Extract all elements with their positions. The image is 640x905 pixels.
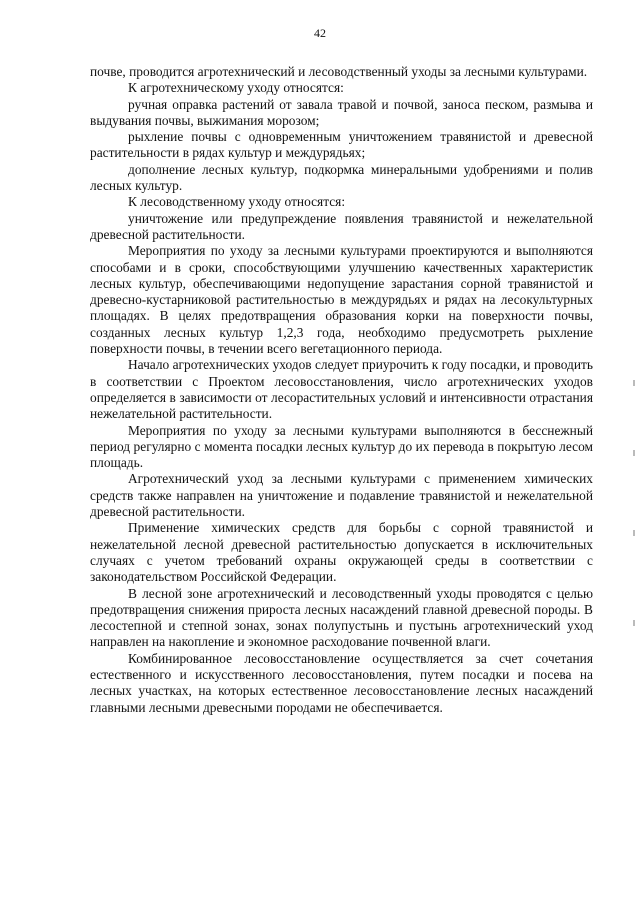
paragraph-agrotech-item-2: рыхление почвы с одновременным уничтожением травянистой и древесной растительности в рядах культур и междурядьях; <box>90 129 593 161</box>
paragraph-chemical-use: Применение химических средств для борьбы с сорной травянистой и нежелательной лесной древесной растительностью допускается в исключительных случаях с учетом требований охраны окружающей среды в соответствии с законодательством Российской Федерации. <box>90 520 593 585</box>
paragraph-forest-zone: В лесной зоне агротехнический и лесоводственный уходы проводятся с целью предотвращения снижения прироста лесных насаждений главной древесной породы. В лесостепной и степной зонах, зонах полупустынь и пустынь агротехнический уход направлен на накопление и экономное расходование почвенной влаги. <box>90 585 593 650</box>
paragraph-agrotech-item-3: дополнение лесных культур, подкормка минеральными удобрениями и полив лесных культур. <box>90 161 593 194</box>
page-number: 42 <box>314 26 326 40</box>
scan-mark <box>633 380 635 386</box>
paragraph-silvicultural-heading: К лесоводственному уходу относятся: <box>128 194 346 210</box>
paragraph-care-period: Мероприятия по уходу за лесными культурами выполняются в бесснежный период регулярно с момента посадки лесных культур до их перевода в покрытую лесом площадь. <box>90 422 593 471</box>
scan-mark <box>633 450 635 456</box>
paragraph-agrotech-heading: К агротехническому уходу относятся: <box>128 80 344 96</box>
scan-edge-marks <box>633 380 636 640</box>
paragraph-silvicultural-item-1: уничтожение или предупреждение появления травянистой и нежелательной древесной растительности. <box>90 210 593 242</box>
scan-mark <box>633 530 635 536</box>
paragraph-care-measures: Мероприятия по уходу за лесными культурами проектируются и выполняются способами и в сроки, способствующими улучшению качественных характеристик лесных культур, обеспечивающими недопущение зарастания сорной травянистой и древесно-кустарниковой растительностью в междурядьях и рядах на лесокультурных площадях. В целях предотвращения образования корки на поверхности почвы, созданных лесных культур 1,2,3 года, необходимо предусмотреть рыхление поверхности почвы, в течении всего вегетационного периода. <box>90 243 593 357</box>
paragraph-care-start: Начало агротехнических уходов следует приурочить к году посадки, и проводить в соответствии с Проектом лесовосстановления, число агротехнических уходов определяется в зависимости от лесорастительных условий и интенсивности отрастания нежелательной растительности. <box>90 357 593 422</box>
paragraph-continuation: почве, проводится агротехнический и лесоводственный уходы за лесными культурами. <box>90 64 588 79</box>
paragraph-chemical-care: Агротехнический уход за лесными культурами с применением химических средств также направлен на уничтожение и подавление травянистой и нежелательной древесной растительности. <box>90 471 593 520</box>
document-body <box>90 64 593 716</box>
paragraph-combined-reforestation: Комбинированное лесовосстановление осуществляется за счет сочетания естественного и искусственного лесовосстановления, путем посадки и посева на лесных участках, на которых естественное лесовосстановление лесных насаждений главными лесными древесными породами не обеспечивается. <box>90 650 593 715</box>
paragraph-agrotech-item-1: ручная оправка растений от завала травой и почвой, заноса песком, размыва и выдувания почвы, выжимания морозом; <box>90 96 593 128</box>
scan-mark <box>633 620 635 626</box>
